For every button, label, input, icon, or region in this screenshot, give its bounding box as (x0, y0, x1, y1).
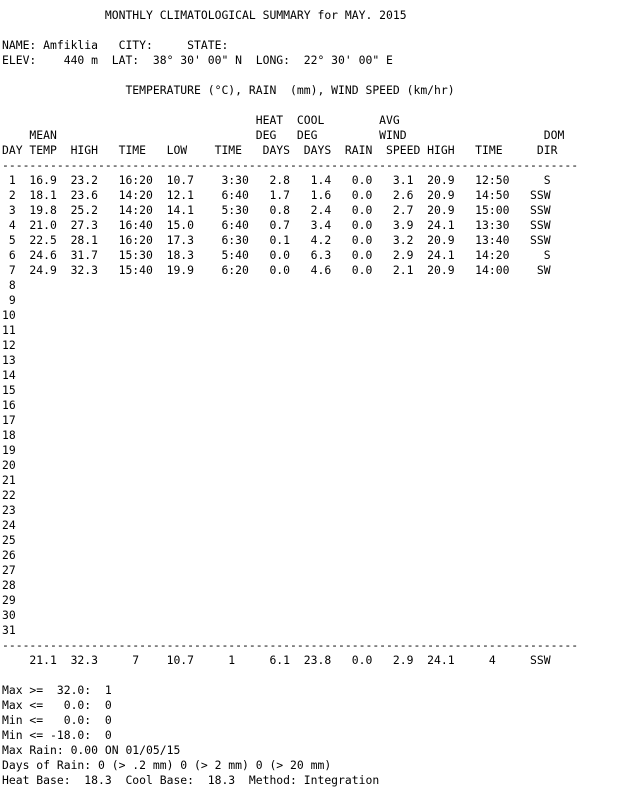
day-row: 21 (2, 473, 16, 487)
day-row: 28 (2, 578, 16, 592)
day-row: 11 (2, 323, 16, 337)
max-rain-line: Max Rain: 0.00 ON 01/05/15 (2, 743, 181, 757)
column-header-line: DAY TEMP HIGH TIME LOW TIME DAYS DAYS RAIN SPEED HIGH TIME DIR (2, 143, 558, 157)
day-row: 26 (2, 548, 16, 562)
days-of-rain-line: Days of Rain: 0 (> .2 mm) 0 (> 2 mm) 0 (> 20 mm) (2, 758, 332, 772)
day-row: 18 (2, 428, 16, 442)
day-row: 20 (2, 458, 16, 472)
day-row: 6 24.6 31.7 15:30 18.3 5:40 0.0 6.3 0.0 2.9 24.1 14:20 S (2, 248, 551, 262)
day-row: 7 24.9 32.3 15:40 19.9 6:20 0.0 4.6 0.0 2.1 20.9 14:00 SW (2, 263, 551, 277)
footer-line: Min <= -18.0: 0 (2, 728, 112, 742)
day-row: 2 18.1 23.6 14:20 12.1 6:40 1.7 1.6 0.0 2.6 20.9 14:50 SSW (2, 188, 551, 202)
base-method-line: Heat Base: 18.3 Cool Base: 18.3 Method: Integration (2, 773, 380, 787)
day-row: 27 (2, 563, 16, 577)
totals-row: 21.1 32.3 7 10.7 1 6.1 23.8 0.0 2.9 24.1 4 SSW (2, 653, 551, 667)
footer-line: Min <= 0.0: 0 (2, 713, 112, 727)
day-row: 4 21.0 27.3 16:40 15.0 6:40 0.7 3.4 0.0 3.9 24.1 13:30 SSW (2, 218, 551, 232)
day-row: 25 (2, 533, 16, 547)
day-row: 24 (2, 518, 16, 532)
day-row: 19 (2, 443, 16, 457)
day-row: 22 (2, 488, 16, 502)
day-row: 31 (2, 623, 16, 637)
day-row: 17 (2, 413, 16, 427)
bottom-separator: ------------------------------------------------------------------------------------ (2, 638, 579, 652)
top-separator: ------------------------------------------------------------------------------------ (2, 158, 579, 172)
footer-line: Max >= 32.0: 1 (2, 683, 112, 697)
day-row: 10 (2, 308, 16, 322)
day-row: 30 (2, 608, 16, 622)
day-row: 23 (2, 503, 16, 517)
footer-line: Max <= 0.0: 0 (2, 698, 112, 712)
day-row: 13 (2, 353, 16, 367)
day-row: 5 22.5 28.1 16:20 17.3 6:30 0.1 4.2 0.0 3.2 20.9 13:40 SSW (2, 233, 551, 247)
day-row: 9 (2, 293, 16, 307)
day-row: 14 (2, 368, 16, 382)
day-row: 15 (2, 383, 16, 397)
day-row: 29 (2, 593, 16, 607)
day-row: 16 (2, 398, 16, 412)
column-header-line: HEAT COOL AVG (2, 113, 400, 127)
day-row: 8 (2, 278, 16, 292)
column-header-line: MEAN DEG DEG WIND DOM (2, 128, 565, 142)
station-name-line: NAME: Amfiklia CITY: STATE: (2, 38, 229, 52)
station-location-line: ELEV: 440 m LAT: 38° 30' 00" N LONG: 22° 30' 00" E (2, 53, 393, 67)
day-row: 3 19.8 25.2 14:20 14.1 5:30 0.8 2.4 0.0 2.7 20.9 15:00 SSW (2, 203, 551, 217)
report-title: MONTHLY CLIMATOLOGICAL SUMMARY for MAY. 2015 (2, 8, 407, 22)
units-line: TEMPERATURE (°C), RAIN (mm), WIND SPEED (km/hr) (2, 83, 455, 97)
day-row: 12 (2, 338, 16, 352)
day-row: 1 16.9 23.2 16:20 10.7 3:30 2.8 1.4 0.0 3.1 20.9 12:50 S (2, 173, 551, 187)
